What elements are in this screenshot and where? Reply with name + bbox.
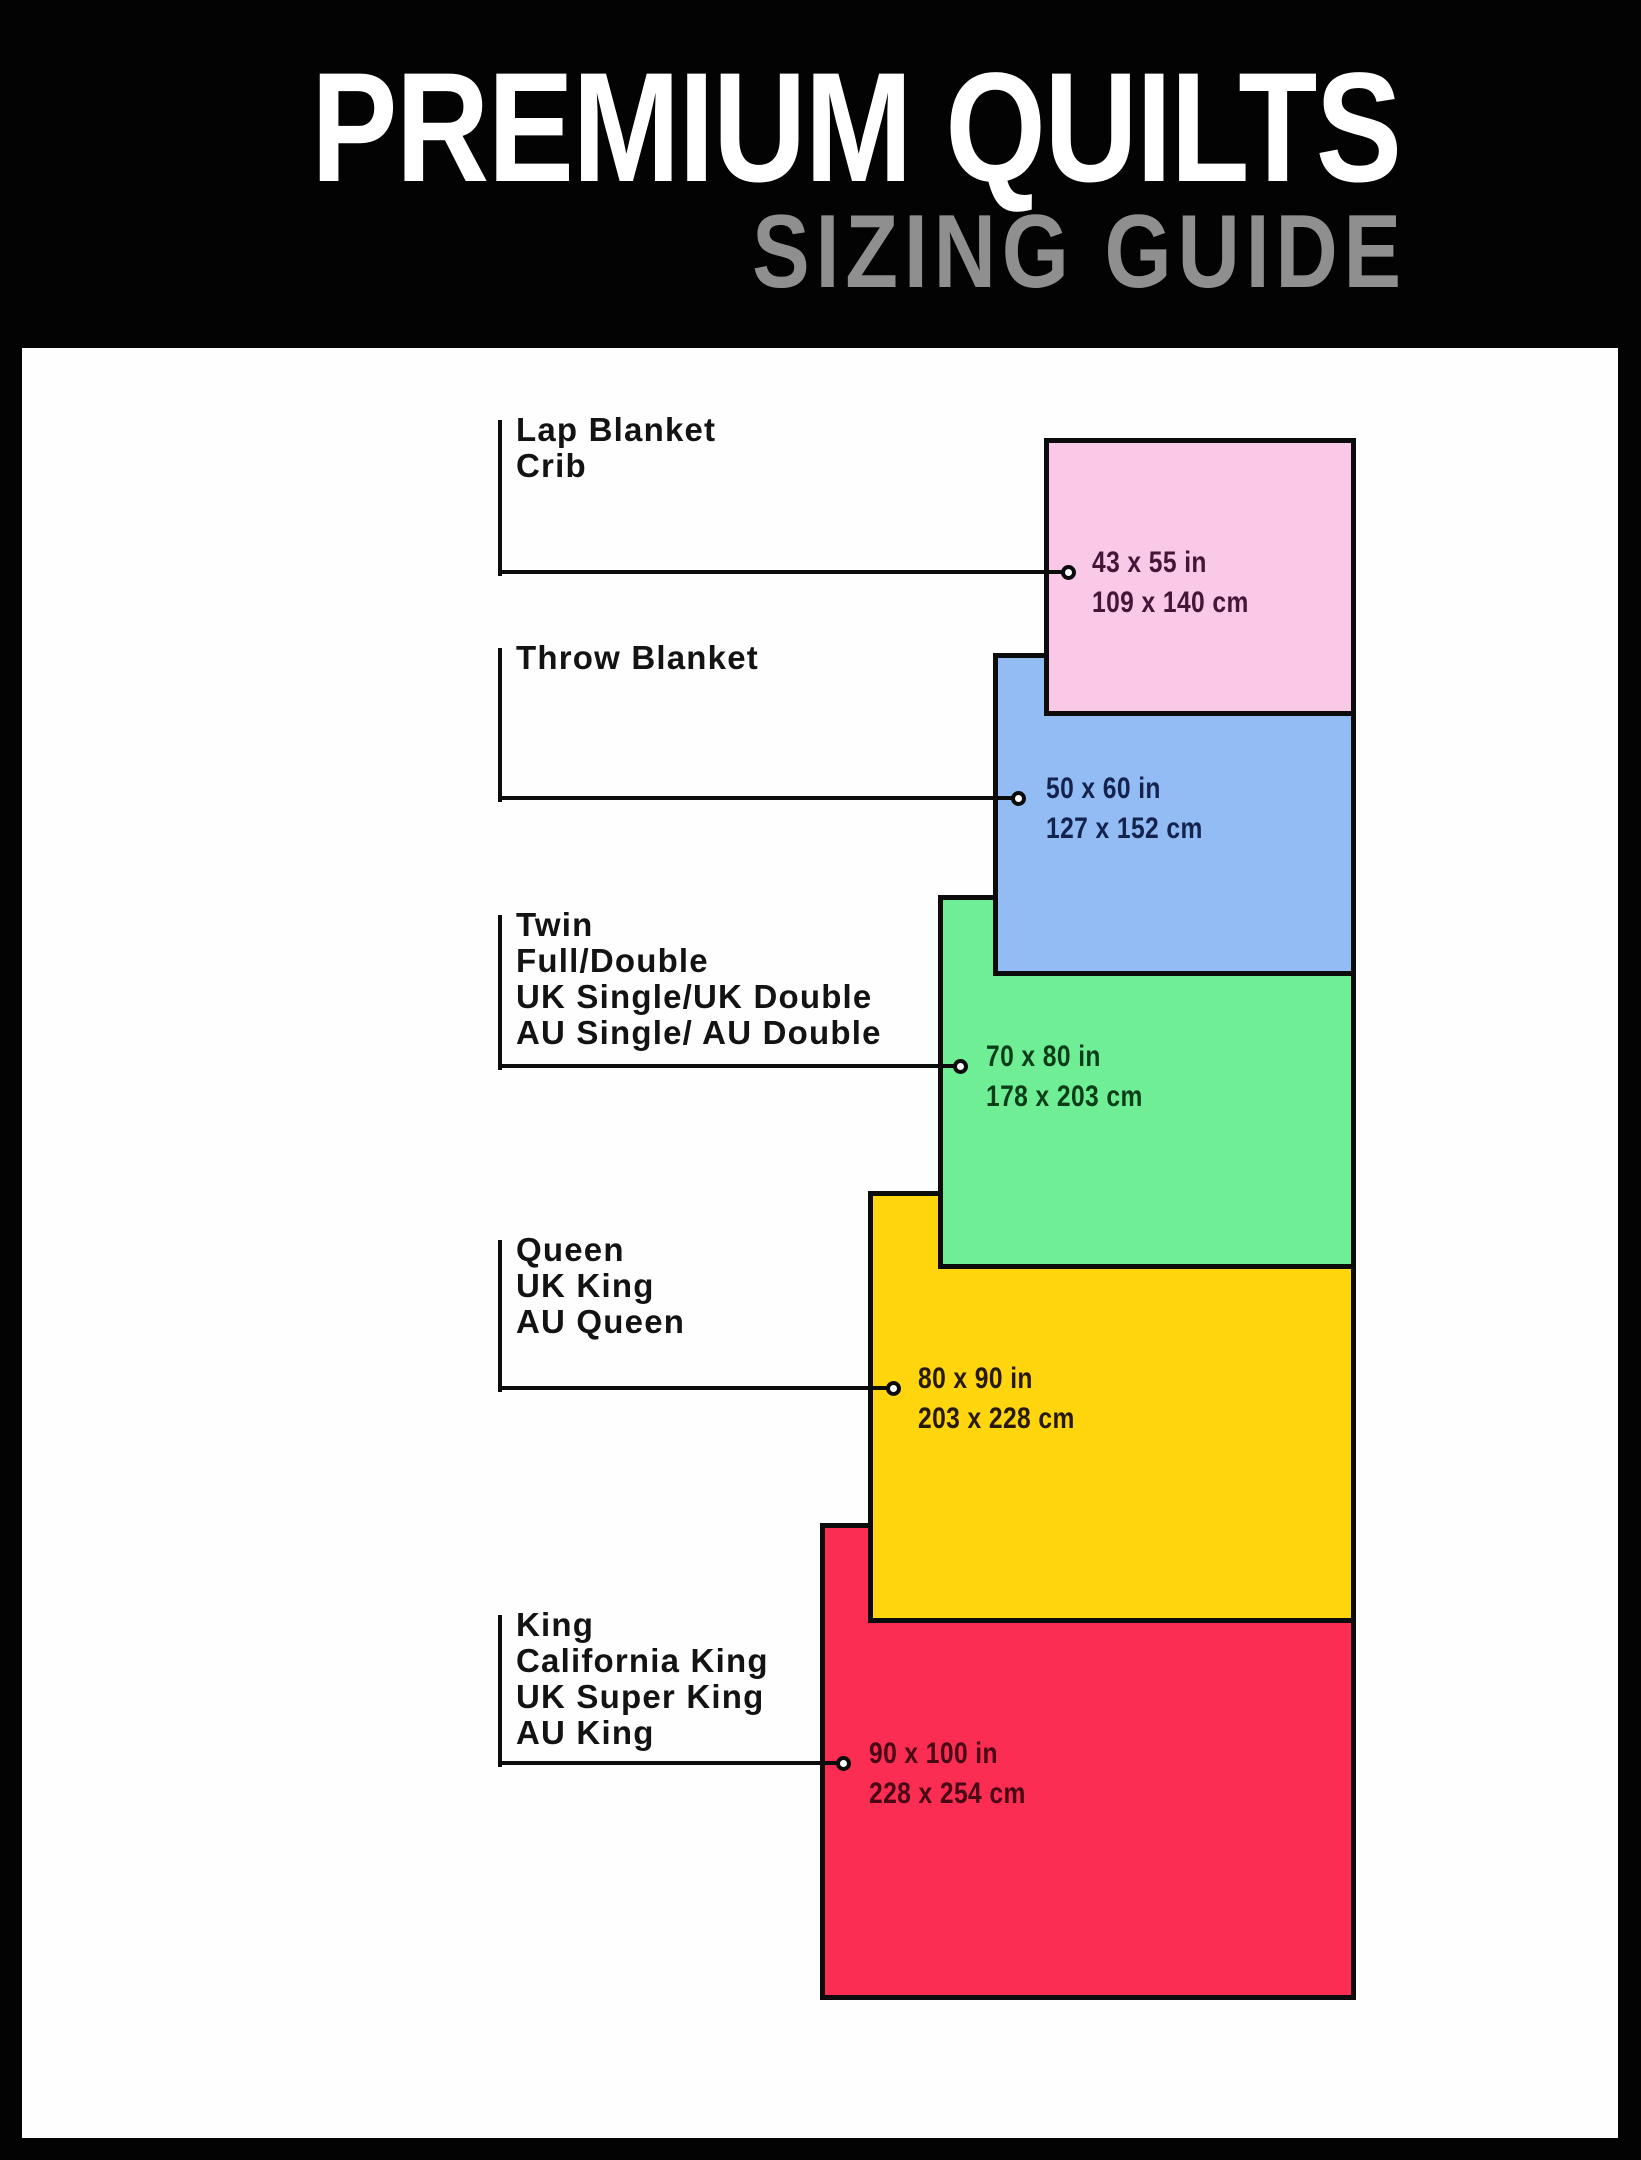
label-line: AU Single/ AU Double (516, 1014, 882, 1051)
size-inches: 50 x 60 in (1046, 772, 1161, 805)
size-inches: 43 x 55 in (1092, 546, 1207, 579)
size-inches: 80 x 90 in (918, 1362, 1033, 1395)
connector-line-queen-uk-king-au-queen (498, 1386, 893, 1390)
label-line: Twin (516, 906, 594, 943)
connector-line-king-california-king (498, 1761, 843, 1765)
size-text-twin-full-double (986, 1037, 1143, 1117)
size-text-queen-uk-king-au-queen (918, 1359, 1075, 1439)
connector-dot-king-california-king (836, 1756, 851, 1771)
size-inches: 70 x 80 in (986, 1040, 1101, 1073)
tick-line-throw-blanket (498, 648, 502, 802)
tick-line-king-california-king (498, 1615, 502, 1767)
connector-line-throw-blanket (498, 796, 1018, 800)
connector-dot-lap-blanket-crib (1061, 565, 1076, 580)
size-text-throw-blanket (1046, 769, 1203, 849)
size-cm: 228 x 254 cm (869, 1777, 1026, 1810)
label-line: Throw Blanket (516, 639, 759, 676)
label-line: King (516, 1606, 595, 1643)
page-title: PREMIUM QUILTS (310, 41, 1400, 215)
connector-line-twin-full-double (498, 1064, 960, 1068)
label-king-california-king (516, 1607, 769, 1751)
label-line: Crib (516, 447, 587, 484)
size-inches: 90 x 100 in (869, 1737, 998, 1770)
label-line: UK Super King (516, 1678, 765, 1715)
label-twin-full-double (516, 907, 882, 1051)
label-line: UK Single/UK Double (516, 978, 873, 1015)
tick-line-twin-full-double (498, 915, 502, 1070)
size-cm: 178 x 203 cm (986, 1080, 1143, 1113)
label-line: AU King (516, 1714, 655, 1751)
label-line: Full/Double (516, 942, 709, 979)
label-queen-uk-king-au-queen (516, 1232, 685, 1340)
size-cm: 109 x 140 cm (1092, 586, 1249, 619)
tick-line-queen-uk-king-au-queen (498, 1240, 502, 1392)
label-line: AU Queen (516, 1303, 686, 1340)
connector-dot-twin-full-double (953, 1059, 968, 1074)
connector-line-lap-blanket-crib (498, 570, 1068, 574)
page-subtitle: SIZING GUIDE (752, 194, 1407, 310)
size-text-lap-blanket-crib (1092, 543, 1249, 623)
connector-dot-throw-blanket (1011, 791, 1026, 806)
label-throw-blanket (516, 640, 759, 676)
label-line: Lap Blanket (516, 411, 717, 448)
tick-line-lap-blanket-crib (498, 420, 502, 576)
label-line: California King (516, 1642, 769, 1679)
size-cm: 203 x 228 cm (918, 1402, 1075, 1435)
label-line: UK King (516, 1267, 655, 1304)
size-text-king-california-king (869, 1734, 1026, 1814)
label-line: Queen (516, 1231, 625, 1268)
label-lap-blanket-crib (516, 412, 716, 484)
size-cm: 127 x 152 cm (1046, 812, 1203, 845)
connector-dot-queen-uk-king-au-queen (886, 1381, 901, 1396)
